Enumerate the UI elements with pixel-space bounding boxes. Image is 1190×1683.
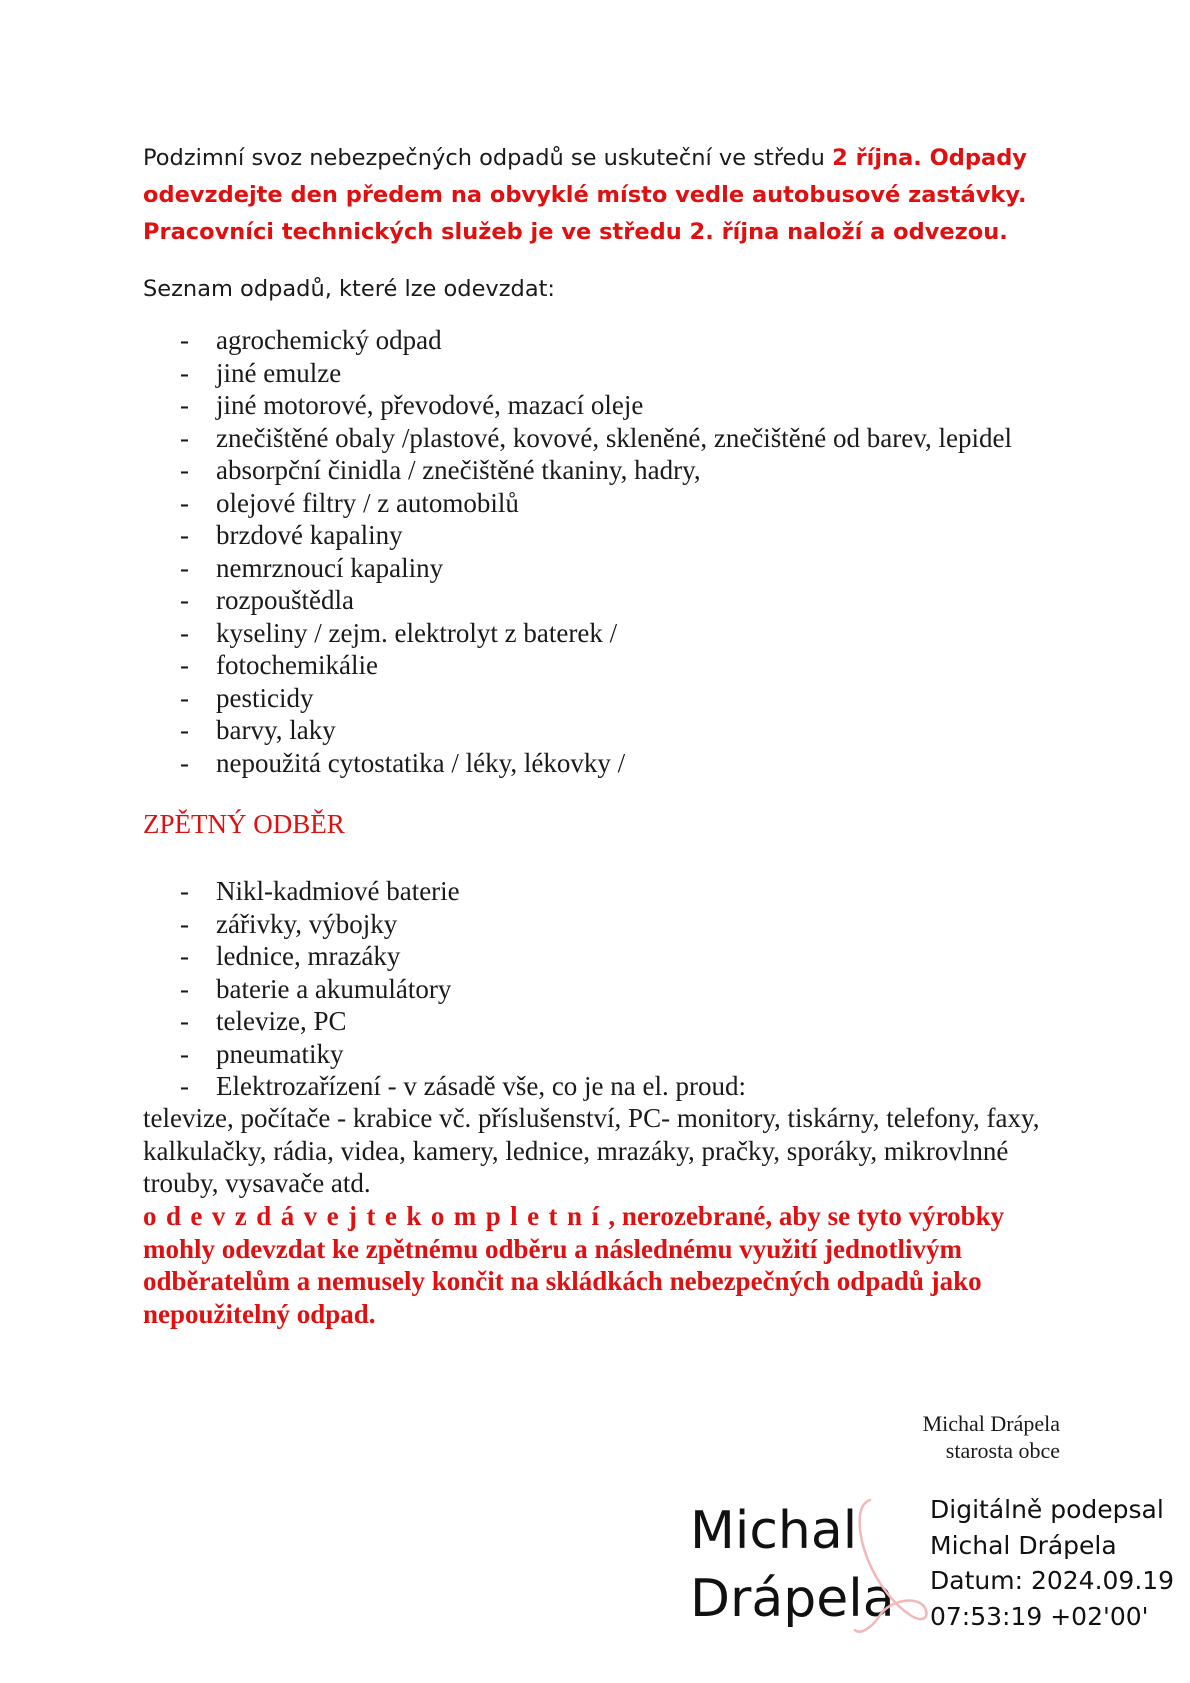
list-item: - jiné emulze bbox=[180, 357, 1012, 390]
signer-name: Michal Drápela bbox=[922, 1411, 1060, 1436]
signature-first-name: Michal bbox=[690, 1501, 858, 1561]
list-item: - olejové filtry / z automobilů bbox=[180, 487, 1012, 520]
list-item: - Elektrozařízení - v zásadě vše, co je na el. proud: bbox=[180, 1070, 746, 1103]
list-item: - barvy, laky bbox=[180, 714, 1012, 747]
signature-info-line: Datum: 2024.09.19 bbox=[930, 1566, 1175, 1595]
intro-text: Podzimní svoz nebezpečných odpadů se uskuteční ve středu bbox=[143, 145, 833, 171]
list-item: - baterie a akumulátory bbox=[180, 973, 746, 1006]
intro-paragraph bbox=[143, 140, 1063, 251]
list-item: - lednice, mrazáky bbox=[180, 940, 746, 973]
takeback-warning bbox=[143, 1200, 1073, 1330]
list-item: - rozpouštědla bbox=[180, 584, 1012, 617]
list-item: - televize, PC bbox=[180, 1005, 746, 1038]
signature-info-line: Michal Drápela bbox=[930, 1530, 1117, 1560]
list-item: - znečištěné obaly /plastové, kovové, skleněné, znečištěné od barev, lepidel bbox=[180, 422, 1012, 455]
list-item: - jiné motorové, převodové, mazací oleje bbox=[180, 389, 1012, 422]
list-item: - fotochemikálie bbox=[180, 649, 1012, 682]
list-item: - agrochemický odpad bbox=[180, 324, 1012, 357]
signature-mark-icon bbox=[850, 1490, 940, 1640]
signature-info-line: 07:53:19 +02'00' bbox=[930, 1601, 1149, 1631]
waste-list bbox=[180, 324, 1012, 779]
signer-block bbox=[860, 1410, 1060, 1464]
waste-list-heading: Seznam odpadů, které lze odevzdat: bbox=[143, 276, 556, 302]
warning-spaced-text: odevzdávejtekompletní bbox=[143, 1201, 609, 1231]
signature-info-line: Digitálně podepsal bbox=[930, 1495, 1164, 1524]
signer-role: starosta obce bbox=[945, 1438, 1060, 1463]
warning-text: , nerozebrané, aby se tyto výrobky mohly odevzdat ke zpětnému odběru a následnému využití jednotlivým odběratelům a nemusely končit na skládkách nebezpečných odpadů jako nepoužitelný odpad. bbox=[143, 1201, 1005, 1329]
list-item: - Nikl-kadmiové baterie bbox=[180, 875, 746, 908]
list-item: - nemrznoucí kapaliny bbox=[180, 552, 1012, 585]
intro-highlight: 2 října. Odpady odevzdejte den předem na obvyklé místo vedle autobusové zastávky. Pracovníci technických služeb je ve středu 2. října naloží a odvezou. bbox=[143, 145, 1027, 245]
electronics-examples: televize, počítače - krabice vč. příslušenství, PC- monitory, tiskárny, telefony, faxy, kalkulačky, rádia, videa, kamery, lednice, mrazáky, pračky, sporáky, mikrovlnné trouby, vysavače atd. bbox=[143, 1103, 1040, 1198]
list-item: - brzdové kapaliny bbox=[180, 519, 1012, 552]
signature-last-name: Drápela bbox=[690, 1569, 895, 1629]
list-item: - absorpční činidla / znečištěné tkaniny, hadry, bbox=[180, 454, 1012, 487]
list-item: - pesticidy bbox=[180, 682, 1012, 715]
takeback-title: ZPĚTNÝ ODBĚR bbox=[143, 809, 345, 839]
list-item: - nepoužitá cytostatika / léky, lékovky / bbox=[180, 747, 1012, 780]
list-item: - kyseliny / zejm. elektrolyt z baterek / bbox=[180, 617, 1012, 650]
list-item: - pneumatiky bbox=[180, 1038, 746, 1071]
list-item: - zářivky, výbojky bbox=[180, 908, 746, 941]
signature-info bbox=[930, 1492, 1174, 1634]
takeback-list bbox=[180, 875, 746, 1103]
